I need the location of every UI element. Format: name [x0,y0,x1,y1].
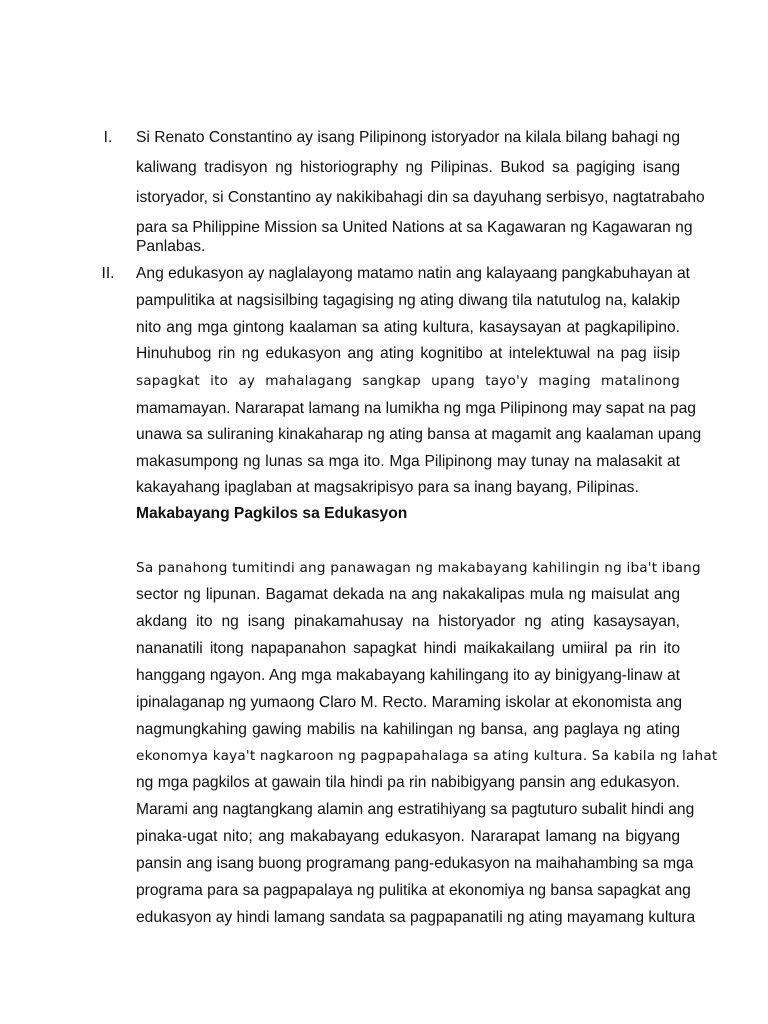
list-number-2: II. [101,265,115,282]
paragraph-line: sapagkat ito ay mahalagang sangkap upang tayo'y maging matalinong [136,373,680,389]
paragraph-line: nito ang mga gintong kaalaman sa ating kultura, kasaysayan at pagkapilipino. [136,319,680,336]
list-number-1: I. [103,129,113,146]
paragraph-line: ipinalaganap ng yumaong Claro M. Recto. Maraming iskolar at ekonomista ang [136,694,683,711]
paragraph-line: ekonomya kaya't nagkaroon ng pagpapahalaga sa ating kultura. Sa kabila ng lahat [136,748,718,764]
paragraph-line: programa para sa pagpapalaya ng pulitika at ekonomiya ng bansa sapagkat ang [136,882,691,899]
paragraph-line: Panlabas. [136,238,206,255]
paragraph-line: nananatili itong napapanahon sapagkat hindi maikakailang umiiral pa rin ito [136,640,680,657]
paragraph-line: Ang edukasyon ay naglalayong matamo natin ang kalayaang pangkabuhayan at [136,265,690,282]
paragraph-line: pansin ang isang buong programang pang-edukasyon na maihahambing sa mga [136,855,694,872]
section-heading: Makabayang Pagkilos sa Edukasyon [136,505,408,522]
paragraph-line: istoryador, si Constantino ay nakikibahagi din sa dayuhang serbisyo, nagtatrabaho [136,189,705,206]
paragraph-line: Si Renato Constantino ay isang Pilipinong istoryador na kilala bilang bahagi ng [136,129,680,146]
paragraph-line: Sa panahong tumitindi ang panawagan ng makabayang kahilingin ng iba't ibang [136,560,701,576]
paragraph-line: hanggang ngayon. Ang mga makabayang kahilingang ito ay binigyang-linaw at [136,667,680,684]
paragraph-line: para sa Philippine Mission sa United Nations at sa Kagawaran ng Kagawaran ng [136,219,693,236]
paragraph-line: sector ng lipunan. Bagamat dekada na ang nakakalipas mula ng maisulat ang [136,586,680,603]
paragraph-line: akdang ito ng isang pinakamahusay na historyador ng ating kasaysayan, [136,613,680,630]
paragraph-line: pinaka-ugat nito; ang makabayang edukasyon. Nararapat lamang na bigyang [136,828,680,845]
paragraph-line: kaliwang tradisyon ng historiography ng Pilipinas. Bukod sa pagiging isang [136,159,680,176]
paragraph-line: Hinuhubog rin ng edukasyon ang ating kognitibo at intelektuwal na pag iisip [136,345,680,362]
paragraph-line: mamamayan. Nararapat lamang na lumikha ng mga Pilipinong may sapat na pag [136,400,696,417]
paragraph-line: nagmungkahing gawing mabilis na kahilingan ng bansa, ang paglaya ng ating [136,721,680,738]
paragraph-line: Marami ang nagtangkang alamin ang estratihiyang sa pagtuturo subalit hindi ang [136,801,695,818]
paragraph-line: pampulitika at nagsisilbing tagagising ng ating diwang tila natutulog na, kalakip [136,292,680,309]
paragraph-line: ng mga pagkilos at gawain tila hindi pa rin nabibigyang pansin ang edukasyon. [136,774,680,791]
paragraph-line: makasumpong ng lunas sa mga ito. Mga Pilipinong may tunay na malasakit at [136,453,680,470]
paragraph-line: unawa sa suliraning kinakaharap ng ating bansa at magamit ang kaalaman upang [136,426,702,443]
paragraph-line: kakayahang ipaglaban at magsakripisyo para sa inang bayang, Pilipinas. [136,479,639,496]
paragraph-line: edukasyon ay hindi lamang sandata sa pagpapanatili ng ating mayamang kultura [136,909,696,926]
